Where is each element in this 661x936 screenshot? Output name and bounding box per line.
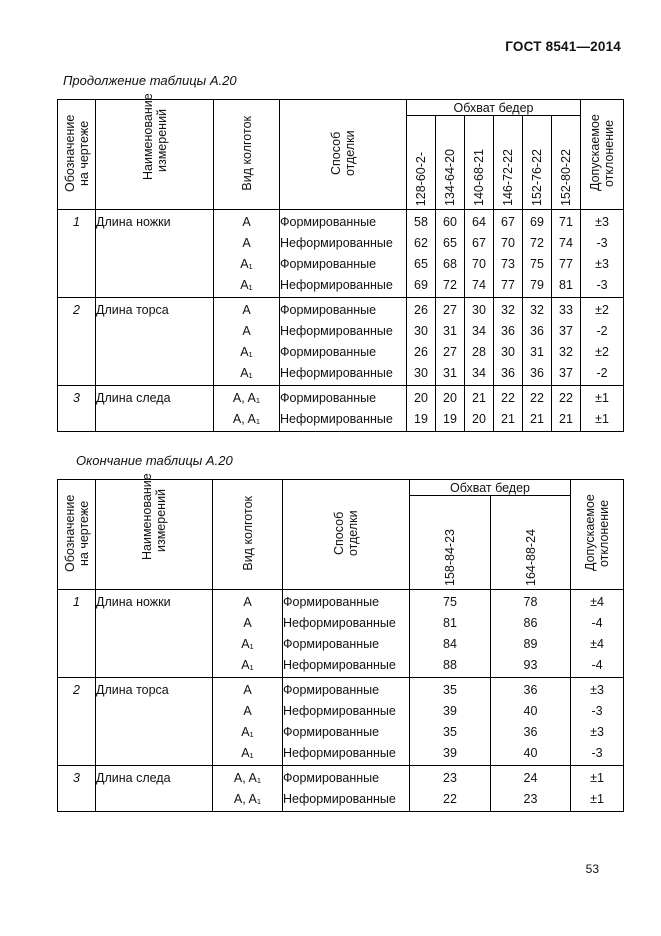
row-tolerance: ±1 [581, 409, 624, 432]
row-value: 33 [552, 298, 581, 322]
table-row [58, 210, 624, 234]
row-measurement-name: Длина ножки [96, 210, 214, 234]
row-tolerance: ±3 [581, 254, 624, 275]
table-row [58, 766, 624, 790]
row-measurement-name [96, 233, 214, 254]
row-designation: 3 [58, 386, 96, 410]
size-header: 152-80-22 [552, 116, 581, 210]
row-designation [58, 409, 96, 432]
row-designation [58, 655, 96, 678]
col-girth-header: Обхват бедер [407, 100, 581, 116]
row-designation [58, 634, 96, 655]
row-value: 21 [523, 409, 552, 432]
col-finish-header: Способ отделки [283, 480, 410, 590]
row-tolerance: -4 [571, 613, 624, 634]
row-tolerance: ±2 [581, 342, 624, 363]
row-tights-kind: A [214, 298, 280, 322]
row-measurement-name: Длина торса [96, 298, 214, 322]
row-value: 74 [552, 233, 581, 254]
row-value: 22 [494, 386, 523, 410]
row-value: 67 [465, 233, 494, 254]
row-measurement-name: Длина торса [96, 678, 213, 702]
row-finish: Неформированные [280, 275, 407, 298]
table-row [58, 613, 624, 634]
size-header: 164-88-24 [491, 496, 571, 590]
table-row [58, 409, 624, 432]
row-measurement-name [96, 409, 214, 432]
row-value: 89 [491, 634, 571, 655]
row-value: 67 [494, 210, 523, 234]
row-tights-kind: A [213, 590, 283, 614]
page-number: 53 [585, 862, 599, 876]
row-finish: Неформированные [280, 409, 407, 432]
row-tolerance: -3 [581, 275, 624, 298]
row-value: 30 [494, 342, 523, 363]
size-header: 128-60-2- [407, 116, 436, 210]
row-value: 58 [407, 210, 436, 234]
row-measurement-name [96, 321, 214, 342]
row-value: 40 [491, 743, 571, 766]
row-value: 78 [491, 590, 571, 614]
row-value: 68 [436, 254, 465, 275]
row-value: 69 [523, 210, 552, 234]
row-designation [58, 722, 96, 743]
table-row [58, 342, 624, 363]
row-measurement-name [96, 613, 213, 634]
row-finish: Неформированные [283, 655, 410, 678]
row-designation: 1 [58, 590, 96, 614]
row-value: 39 [410, 743, 491, 766]
row-finish: Неформированные [283, 789, 410, 812]
row-tolerance: -2 [581, 363, 624, 386]
row-tolerance: -3 [571, 701, 624, 722]
row-tolerance: ±1 [571, 766, 624, 790]
row-finish: Неформированные [283, 743, 410, 766]
row-value: 24 [491, 766, 571, 790]
row-designation [58, 342, 96, 363]
col-tolerance-header: Допускаемое отклонение [581, 100, 624, 210]
row-designation [58, 701, 96, 722]
row-value: 19 [407, 409, 436, 432]
row-finish: Неформированные [280, 363, 407, 386]
row-value: 27 [436, 298, 465, 322]
col-girth-header: Обхват бедер [410, 480, 571, 496]
row-designation: 3 [58, 766, 96, 790]
table1-caption: Продолжение таблицы А.20 [63, 73, 237, 88]
table-row [58, 743, 624, 766]
row-value: 75 [523, 254, 552, 275]
row-value: 22 [410, 789, 491, 812]
row-designation [58, 613, 96, 634]
table-row [58, 275, 624, 298]
row-tights-kind: A₁ [213, 634, 283, 655]
row-measurement-name [96, 701, 213, 722]
row-measurement-name [96, 634, 213, 655]
table-row [58, 701, 624, 722]
row-tights-kind: A [213, 613, 283, 634]
table-row [58, 722, 624, 743]
row-tights-kind: A₁ [213, 655, 283, 678]
row-value: 19 [436, 409, 465, 432]
row-value: 36 [523, 363, 552, 386]
row-value: 65 [436, 233, 465, 254]
row-value: 86 [491, 613, 571, 634]
row-finish: Неформированные [283, 701, 410, 722]
row-tolerance: ±1 [581, 386, 624, 410]
table-row [58, 789, 624, 812]
table-row [58, 298, 624, 322]
table-row [58, 634, 624, 655]
size-header: 146-72-22 [494, 116, 523, 210]
row-designation [58, 789, 96, 812]
row-measurement-name [96, 743, 213, 766]
row-finish: Формированные [283, 634, 410, 655]
row-measurement-name [96, 655, 213, 678]
row-value: 30 [407, 363, 436, 386]
table-row [58, 254, 624, 275]
row-tolerance: -3 [571, 743, 624, 766]
row-value: 26 [407, 342, 436, 363]
size-header: 152-76-22 [523, 116, 552, 210]
col-name-header: Наименование измерений [96, 100, 214, 210]
row-value: 31 [436, 321, 465, 342]
row-measurement-name [96, 722, 213, 743]
row-tights-kind: A [214, 321, 280, 342]
row-measurement-name: Длина следа [96, 386, 214, 410]
row-value: 70 [465, 254, 494, 275]
row-measurement-name: Длина следа [96, 766, 213, 790]
table-row [58, 363, 624, 386]
row-value: 65 [407, 254, 436, 275]
row-finish: Формированные [283, 722, 410, 743]
row-measurement-name: Длина ножки [96, 590, 213, 614]
col-designation-header: Обозначение на чертеже [58, 480, 96, 590]
row-value: 77 [494, 275, 523, 298]
row-value: 72 [436, 275, 465, 298]
col-finish-header: Способ отделки [280, 100, 407, 210]
row-value: 69 [407, 275, 436, 298]
row-tights-kind: A₁ [213, 743, 283, 766]
table1 [57, 93, 624, 432]
row-tolerance: -3 [581, 233, 624, 254]
row-tights-kind: A [214, 233, 280, 254]
row-finish: Формированные [283, 590, 410, 614]
row-measurement-name [96, 275, 214, 298]
row-tolerance: ±3 [571, 678, 624, 702]
row-value: 27 [436, 342, 465, 363]
size-header: 140-68-21 [465, 116, 494, 210]
row-value: 60 [436, 210, 465, 234]
row-designation [58, 233, 96, 254]
row-value: 74 [465, 275, 494, 298]
row-value: 36 [494, 321, 523, 342]
row-measurement-name [96, 254, 214, 275]
row-designation: 2 [58, 678, 96, 702]
row-tolerance: -4 [571, 655, 624, 678]
row-value: 37 [552, 321, 581, 342]
table-row [58, 386, 624, 410]
row-designation: 1 [58, 210, 96, 234]
col-tolerance-header: Допускаемое отклонение [571, 480, 624, 590]
row-value: 23 [491, 789, 571, 812]
row-tights-kind: A, A₁ [213, 766, 283, 790]
row-finish: Формированные [283, 678, 410, 702]
row-value: 40 [491, 701, 571, 722]
row-value: 79 [523, 275, 552, 298]
row-measurement-name [96, 363, 214, 386]
row-value: 72 [523, 233, 552, 254]
row-value: 34 [465, 363, 494, 386]
row-value: 36 [523, 321, 552, 342]
row-tights-kind: A, A₁ [214, 386, 280, 410]
row-value: 20 [465, 409, 494, 432]
row-value: 64 [465, 210, 494, 234]
row-value: 20 [407, 386, 436, 410]
row-value: 75 [410, 590, 491, 614]
row-value: 71 [552, 210, 581, 234]
row-value: 62 [407, 233, 436, 254]
table2 [57, 473, 624, 812]
table2-caption: Окончание таблицы А.20 [76, 453, 233, 468]
row-value: 23 [410, 766, 491, 790]
row-value: 88 [410, 655, 491, 678]
row-value: 35 [410, 722, 491, 743]
row-value: 28 [465, 342, 494, 363]
row-finish: Формированные [283, 766, 410, 790]
row-value: 36 [491, 722, 571, 743]
table-row [58, 678, 624, 702]
standard-code: ГОСТ 8541—2014 [505, 39, 621, 54]
row-tights-kind: A₁ [214, 254, 280, 275]
table-row [58, 590, 624, 614]
row-value: 22 [523, 386, 552, 410]
table-row [58, 233, 624, 254]
row-value: 73 [494, 254, 523, 275]
row-tolerance: -2 [581, 321, 624, 342]
row-value: 35 [410, 678, 491, 702]
table-row [58, 655, 624, 678]
row-value: 36 [491, 678, 571, 702]
row-designation [58, 363, 96, 386]
row-designation [58, 254, 96, 275]
row-finish: Неформированные [280, 233, 407, 254]
row-value: 77 [552, 254, 581, 275]
row-value: 20 [436, 386, 465, 410]
row-value: 21 [494, 409, 523, 432]
row-value: 81 [552, 275, 581, 298]
row-measurement-name [96, 789, 213, 812]
row-tolerance: ±4 [571, 590, 624, 614]
row-designation [58, 321, 96, 342]
row-tights-kind: A [213, 701, 283, 722]
row-finish: Формированные [280, 342, 407, 363]
row-value: 93 [491, 655, 571, 678]
row-value: 70 [494, 233, 523, 254]
row-value: 34 [465, 321, 494, 342]
row-value: 30 [465, 298, 494, 322]
row-value: 84 [410, 634, 491, 655]
table-row [58, 321, 624, 342]
col-kind-header: Вид колготок [213, 480, 283, 590]
row-designation [58, 743, 96, 766]
row-designation [58, 275, 96, 298]
row-tolerance: ±2 [581, 298, 624, 322]
col-name-header: Наименование измерений [96, 480, 213, 590]
row-value: 31 [523, 342, 552, 363]
row-tights-kind: A₁ [214, 275, 280, 298]
row-value: 22 [552, 386, 581, 410]
size-header: 158-84-23 [410, 496, 491, 590]
row-tights-kind: A, A₁ [214, 409, 280, 432]
row-value: 32 [552, 342, 581, 363]
row-tights-kind: A₁ [214, 363, 280, 386]
row-value: 30 [407, 321, 436, 342]
col-kind-header: Вид колготок [214, 100, 280, 210]
row-tights-kind: A₁ [214, 342, 280, 363]
row-tights-kind: A, A₁ [213, 789, 283, 812]
row-tights-kind: A [213, 678, 283, 702]
row-tolerance: ±3 [581, 210, 624, 234]
row-tights-kind: A [214, 210, 280, 234]
row-finish: Формированные [280, 254, 407, 275]
row-value: 21 [552, 409, 581, 432]
row-tolerance: ±1 [571, 789, 624, 812]
row-tolerance: ±3 [571, 722, 624, 743]
row-value: 32 [494, 298, 523, 322]
row-value: 26 [407, 298, 436, 322]
row-value: 37 [552, 363, 581, 386]
row-finish: Неформированные [280, 321, 407, 342]
row-tights-kind: A₁ [213, 722, 283, 743]
row-designation: 2 [58, 298, 96, 322]
row-value: 31 [436, 363, 465, 386]
row-measurement-name [96, 342, 214, 363]
row-finish: Формированные [280, 386, 407, 410]
row-value: 32 [523, 298, 552, 322]
row-finish: Формированные [280, 298, 407, 322]
row-tolerance: ±4 [571, 634, 624, 655]
row-value: 39 [410, 701, 491, 722]
size-header: 134-64-20 [436, 116, 465, 210]
col-designation-header: Обозначение на чертеже [58, 100, 96, 210]
row-finish: Формированные [280, 210, 407, 234]
row-finish: Неформированные [283, 613, 410, 634]
row-value: 21 [465, 386, 494, 410]
row-value: 36 [494, 363, 523, 386]
row-value: 81 [410, 613, 491, 634]
